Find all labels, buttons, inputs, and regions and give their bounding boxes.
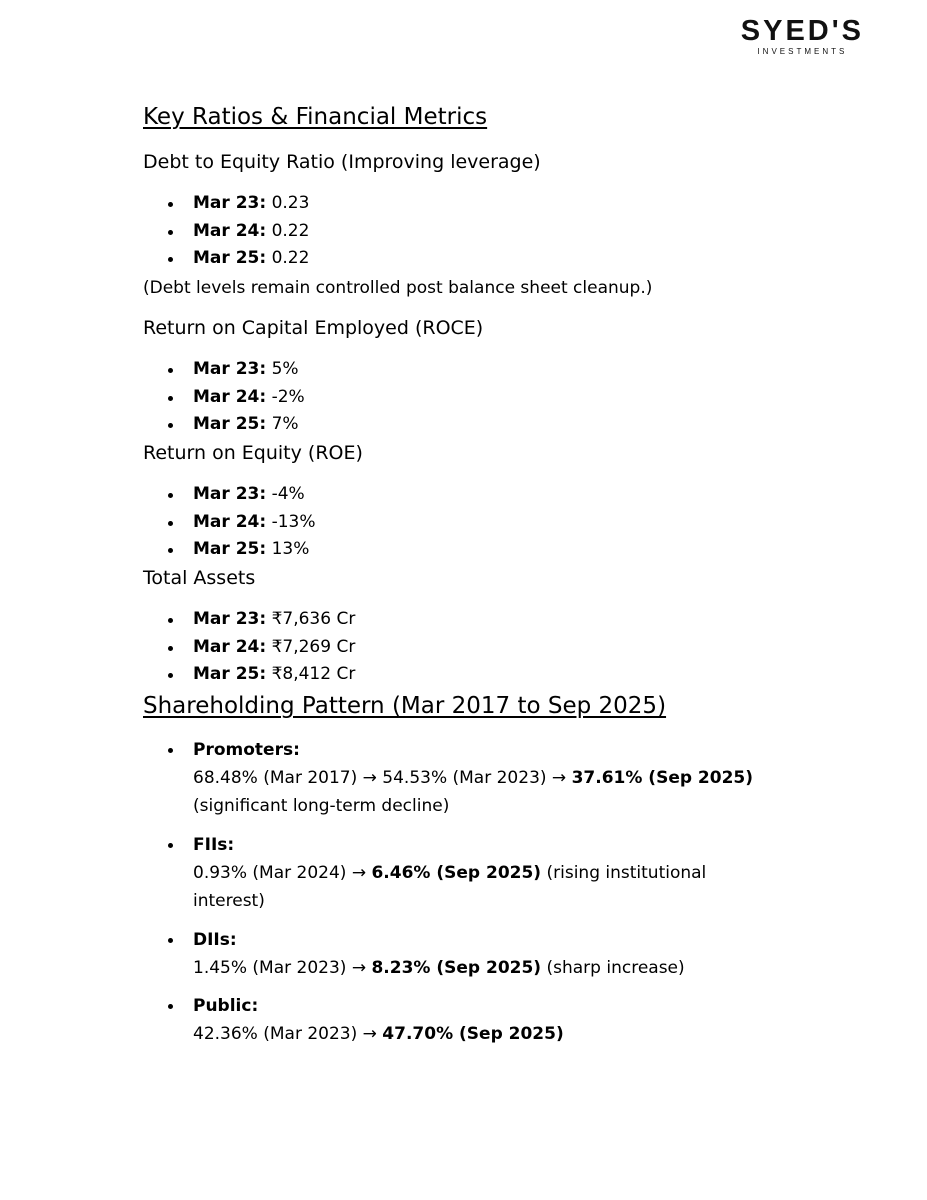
heading-roe: Return on Equity (ROE) (143, 442, 363, 464)
list-item: Mar 23: ₹7,636 Cr (143, 606, 355, 634)
list-item: Mar 24: ₹7,269 Cr (143, 634, 355, 662)
list-item: Mar 25: 0.22 (143, 245, 309, 273)
fiis-label: FIIs: (193, 835, 235, 855)
heading-total-assets: Total Assets (143, 567, 256, 589)
list-item: Mar 23: 0.23 (143, 190, 309, 218)
debt-to-equity-list (143, 190, 309, 273)
list-item: Mar 24: -2% (143, 384, 305, 412)
roe-list (143, 481, 315, 564)
shareholding-item-diis (143, 926, 763, 982)
shareholding-item-promoters (143, 736, 763, 820)
list-item: Mar 23: -4% (143, 481, 315, 509)
total-assets-list (143, 606, 355, 689)
list-item: Mar 24: -13% (143, 509, 315, 537)
promoters-label: Promoters: (193, 740, 300, 760)
logo-tagline: INVESTMENTS (757, 47, 848, 56)
brand-logo (741, 16, 864, 57)
public-label: Public: (193, 996, 259, 1016)
diis-detail: 1.45% (Mar 2023) → 8.23% (Sep 2025) (sharp increase) (193, 958, 685, 978)
promoters-detail: 68.48% (Mar 2017) → 54.53% (Mar 2023) → 37.61% (Sep 2025) (significant long-term decline) (193, 768, 754, 816)
heading-roce: Return on Capital Employed (ROCE) (143, 317, 484, 339)
diis-label: DIIs: (193, 930, 237, 950)
logo-wordmark: SYED'S (740, 15, 864, 47)
section-title-shareholding: Shareholding Pattern (Mar 2017 to Sep 2025) (143, 693, 667, 719)
list-item: Mar 23: 5% (143, 356, 305, 384)
shareholding-item-fiis (143, 831, 763, 915)
list-item: Mar 25: ₹8,412 Cr (143, 661, 355, 689)
list-item: Mar 25: 7% (143, 411, 305, 439)
section-title-key-ratios: Key Ratios & Financial Metrics (143, 104, 488, 130)
heading-debt-to-equity: Debt to Equity Ratio (Improving leverage) (143, 151, 541, 173)
list-item: Mar 24: 0.22 (143, 218, 309, 246)
shareholding-item-public (143, 992, 763, 1048)
fiis-detail: 0.93% (Mar 2024) → 6.46% (Sep 2025) (rising institutional interest) (193, 863, 707, 911)
debt-note: (Debt levels remain controlled post balance sheet cleanup.) (143, 278, 653, 298)
roce-list (143, 356, 305, 439)
public-detail: 42.36% (Mar 2023) → 47.70% (Sep 2025) (193, 1024, 564, 1044)
list-item: Mar 25: 13% (143, 536, 315, 564)
